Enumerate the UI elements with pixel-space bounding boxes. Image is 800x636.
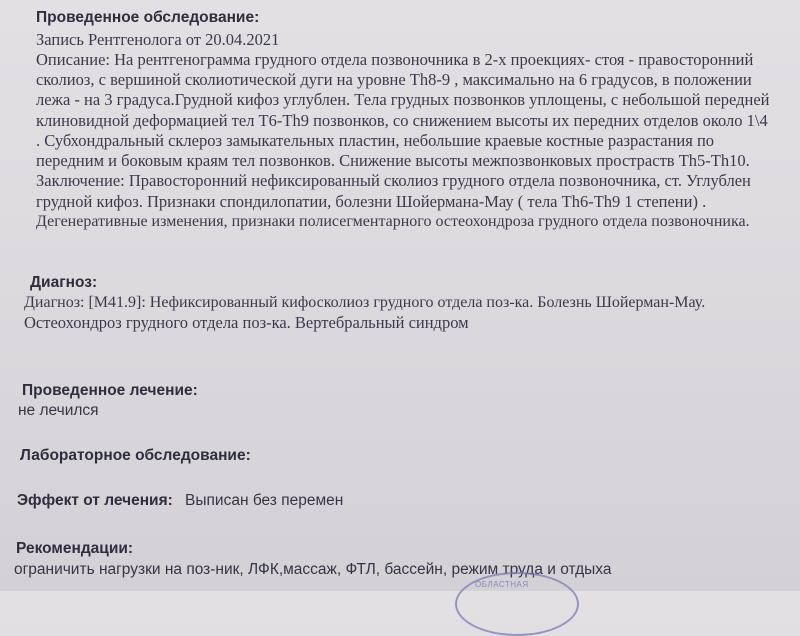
treatment-heading: Проведенное лечение: bbox=[22, 382, 198, 399]
stamp-text: ОБЛАСТНАЯ bbox=[475, 580, 529, 589]
description-line: передним и боковым краям тел позвонков. Снижение высоты межпозвонковых простраств Th5-Th10. bbox=[36, 151, 750, 170]
description-line: лежа - на 3 градуса.Грудной кифоз углублен. Тела грудных позвонков уплощены, с небольшой передней bbox=[36, 90, 770, 109]
recommendations-value: ограничить нагрузки на поз-ник, ЛФК,массаж, ФТЛ, бассейн, режим труда и отдыха bbox=[14, 561, 612, 578]
conclusion-line: Дегенеративные изменения, признаки полисегментарного остеохондроза грудного отдела позвоночника. bbox=[36, 213, 750, 230]
radiologist-record: Запись Рентгенолога от 20.04.2021 bbox=[36, 30, 280, 49]
conclusion-line: грудной кифоз. Признаки спондилопатии, болезни Шойермана-Мау ( тела Th6-Th9 1 степени) . bbox=[36, 192, 707, 211]
effect-value: Выписан без перемен bbox=[185, 492, 344, 509]
effect-row bbox=[17, 490, 343, 511]
diagnosis-line: Диагноз: [M41.9]: Нефиксированный кифосколиоз грудного отдела поз-ка. Болезнь Шойерман-Мау. bbox=[24, 294, 706, 311]
diagnosis-heading: Диагноз: bbox=[30, 274, 98, 291]
description-line: сколиоз, с вершиной сколиотической дуги на уровне Th8-9 , максимально на 6 градусов, в положении bbox=[36, 70, 752, 89]
official-stamp bbox=[455, 572, 579, 636]
diagnosis-line: Остеохондроз грудного отдела поз-ка. Вертебральный синдром bbox=[24, 313, 469, 332]
treatment-value: не лечился bbox=[18, 402, 99, 419]
description-line: Описание: На рентгенограмма грудного отдела позвоночника в 2-х проекциях- стоя - правосторонний bbox=[36, 50, 754, 69]
conclusion-line: Заключение: Правосторонний нефиксированный сколиоз грудного отдела позвоночника, ст. Углублен bbox=[36, 171, 751, 190]
recommendations-heading: Рекомендации: bbox=[16, 540, 134, 557]
description-line: клиновидной деформацией тел Т6-Th9 позвонков, со снижением высоты их передних отделов около 1\4 bbox=[36, 111, 768, 130]
lab-heading: Лабораторное обследование: bbox=[20, 447, 251, 464]
effect-heading: Эффект от лечения: bbox=[17, 492, 173, 509]
description-line: . Субхондральный склероз замыкательных пластин, небольшие краевые костные разрастания по bbox=[36, 131, 715, 150]
exam-heading: Проведенное обследование: bbox=[36, 9, 260, 26]
